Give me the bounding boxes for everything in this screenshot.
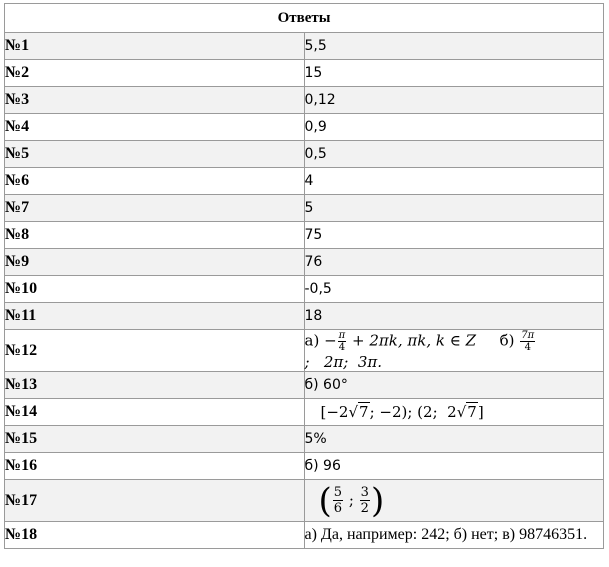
answer-number: №15	[5, 426, 305, 453]
table-row	[5, 33, 604, 60]
answer-value: 15	[304, 60, 604, 87]
table-row	[5, 249, 604, 276]
answer-number: №8	[5, 222, 305, 249]
answer-number: №9	[5, 249, 305, 276]
answer-number: №7	[5, 195, 305, 222]
answer-number: №17	[5, 480, 305, 522]
answer-value-pair	[304, 480, 604, 522]
table-row	[5, 60, 604, 87]
fraction-numerator: 3	[360, 485, 369, 500]
plus-term: + 2πk,	[352, 331, 403, 350]
fraction-denominator: 4	[338, 342, 346, 353]
interval-mid: ; −2); (2; 2	[369, 403, 457, 421]
answer-number: №10	[5, 276, 305, 303]
answer-number: №16	[5, 453, 305, 480]
answer-value: а) Да, например: 242; б) нет; в) 98746351.	[304, 522, 604, 549]
table-row	[5, 426, 604, 453]
close-paren: )	[370, 480, 385, 521]
interval-open: [−2	[320, 403, 349, 421]
fraction-numerator: 5	[333, 485, 343, 500]
fraction-numerator: π	[338, 330, 346, 341]
answer-value: 0,9	[304, 114, 604, 141]
answer-value: 5%	[304, 426, 604, 453]
answer-value: б) 96	[304, 453, 604, 480]
answer-number: №2	[5, 60, 305, 87]
table-row	[5, 522, 604, 549]
table-title: Ответы	[5, 4, 604, 33]
answer-value-interval	[304, 399, 604, 426]
fraction-pi-over-4	[338, 330, 347, 353]
answer-value: 5,5	[304, 33, 604, 60]
fraction-denominator: 2	[360, 501, 369, 516]
answer-value: б) 60°	[304, 372, 604, 399]
answer-number: №3	[5, 87, 305, 114]
table-row	[5, 276, 604, 303]
answer-number: №11	[5, 303, 305, 330]
answer-number: №5	[5, 141, 305, 168]
part-b-label: б)	[499, 331, 515, 350]
table-row	[5, 168, 604, 195]
table-row	[5, 372, 604, 399]
fraction-5-over-6	[333, 485, 343, 516]
answers-table	[4, 3, 604, 549]
answer-value: 0,12	[304, 87, 604, 114]
table-row	[5, 453, 604, 480]
sqrt-symbol: √7	[348, 403, 369, 421]
fraction-7pi-over-4	[520, 330, 535, 353]
table-row	[5, 330, 604, 372]
fraction-numerator: 7π	[521, 330, 535, 341]
table-row	[5, 87, 604, 114]
table-row	[5, 141, 604, 168]
table-row	[5, 303, 604, 330]
sqrt-radicand: 7	[467, 403, 477, 421]
answer-number: №4	[5, 114, 305, 141]
answer-value: 5	[304, 195, 604, 222]
answer-value: 75	[304, 222, 604, 249]
table-row	[5, 399, 604, 426]
answer-value: 4	[304, 168, 604, 195]
sqrt-radicand: 7	[359, 403, 369, 421]
k-in-z: k ∈ Z	[435, 331, 477, 350]
answer-number: №14	[5, 399, 305, 426]
answer-number: №18	[5, 522, 305, 549]
part-a-label: а)	[304, 331, 320, 350]
pair-separator: ;	[348, 490, 354, 509]
answer-value: 76	[304, 249, 604, 276]
answer-number: №13	[5, 372, 305, 399]
tail-terms: ; 2π; 3π.	[304, 353, 383, 371]
answer-number: №6	[5, 168, 305, 195]
answer-number: №12	[5, 330, 305, 372]
table-row	[5, 222, 604, 249]
fraction-3-over-2	[360, 485, 370, 516]
fraction-denominator: 4	[524, 342, 531, 353]
answer-value: -0,5	[304, 276, 604, 303]
table-row	[5, 114, 604, 141]
sqrt-symbol: √7	[456, 403, 477, 421]
answer-value: 18	[304, 303, 604, 330]
table-row	[5, 480, 604, 522]
open-paren: (	[318, 480, 332, 521]
pik-term: πk,	[407, 331, 432, 350]
answer-value: 0,5	[304, 141, 604, 168]
interval-close: ]	[477, 403, 484, 421]
minus-sign: −	[324, 331, 337, 350]
fraction-denominator: 6	[333, 501, 343, 516]
answer-value-formula	[304, 330, 604, 372]
answer-number: №1	[5, 33, 305, 60]
table-row	[5, 195, 604, 222]
